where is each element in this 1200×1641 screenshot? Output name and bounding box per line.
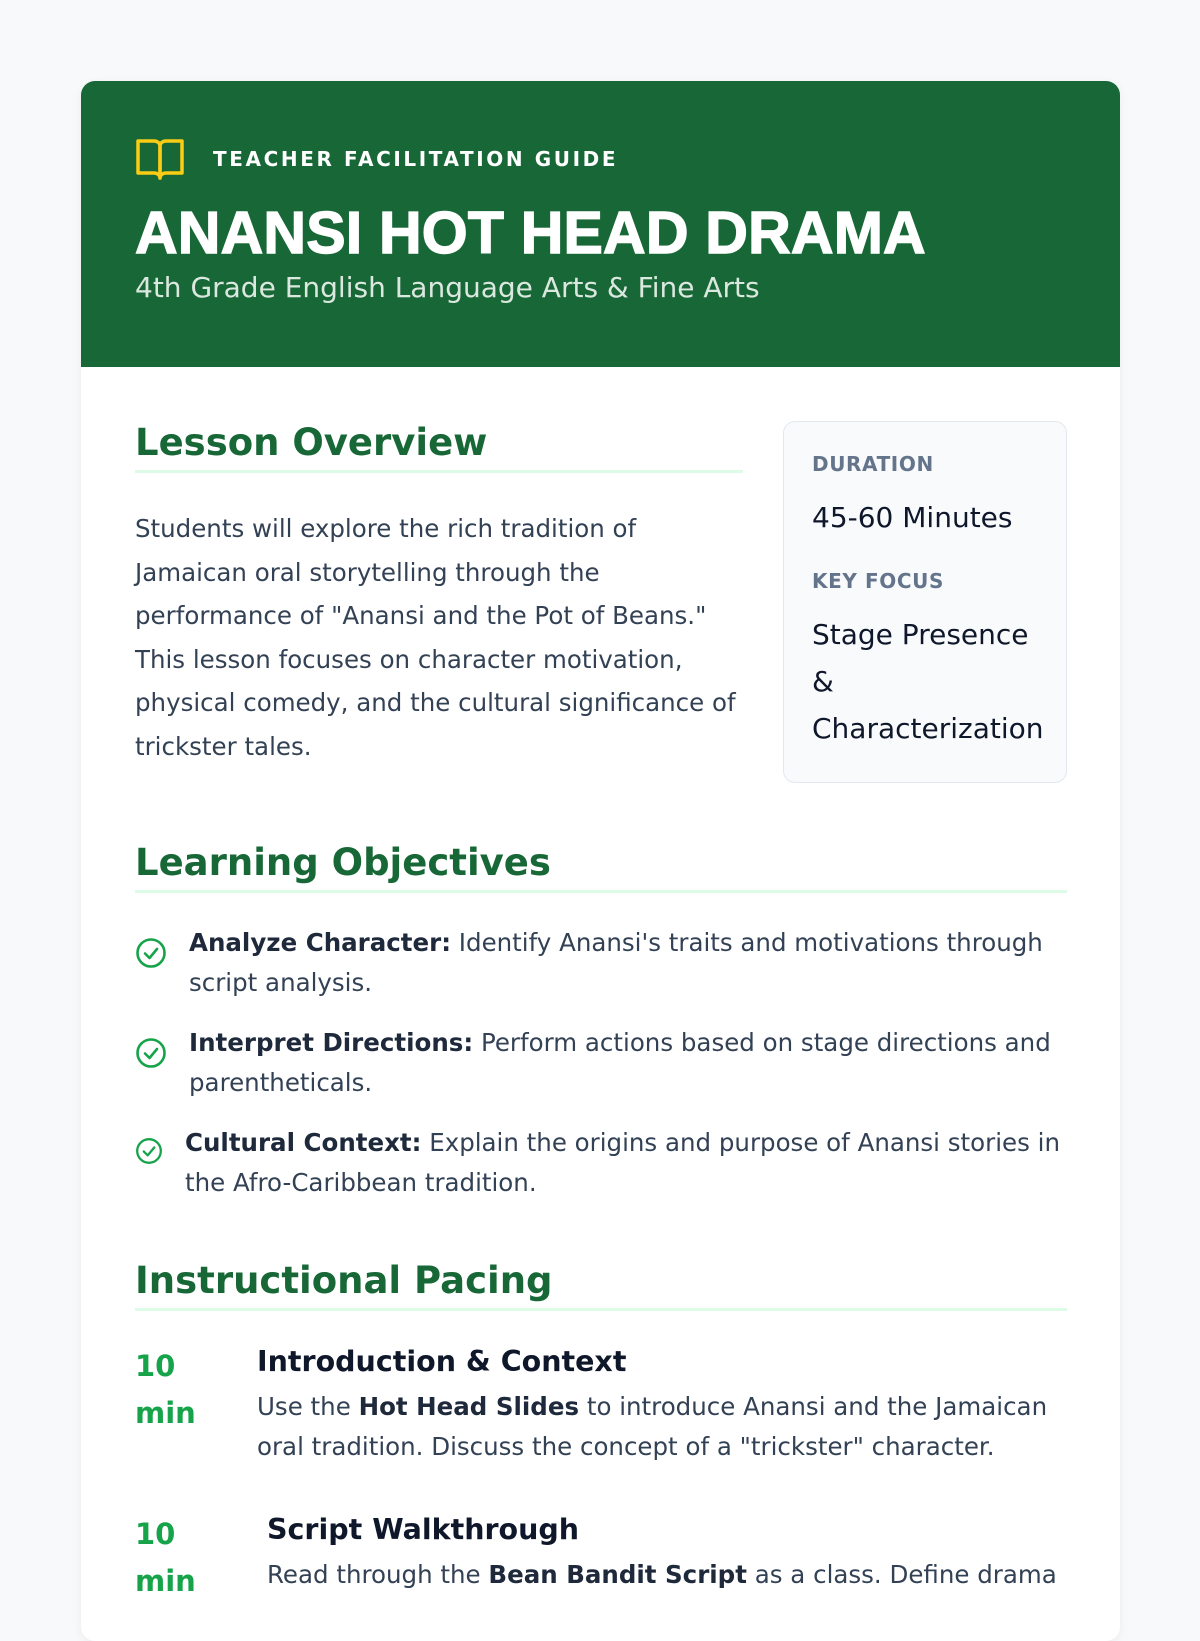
objectives-list [135,923,1067,1203]
pacing-description-text: as a class. Define drama [746,1560,1057,1589]
guide-card [81,81,1120,1641]
pacing-description-text: Read through the [267,1560,489,1589]
pacing-duration [135,1511,257,1605]
objective-item [135,923,1067,1003]
resource-name: Hot Head Slides [358,1392,580,1421]
pacing-body [257,1343,1067,1467]
check-circle-icon [135,1137,163,1165]
pacing-duration-unit: min [135,1396,196,1430]
lesson-overview-heading: Lesson Overview [135,421,743,473]
learning-objectives-section [135,841,1067,1223]
pacing-description [257,1387,1067,1467]
duration-value: 45-60 Minutes [812,501,1013,534]
eyebrow [135,137,618,181]
objective-item [135,1123,1067,1203]
duration-label: DURATION [812,452,934,476]
pacing-duration-unit: min [135,1564,196,1598]
objective-item [135,1023,1067,1103]
pacing-body [257,1511,1067,1595]
pacing-title: Introduction & Context [257,1345,627,1378]
pacing-row [135,1343,1067,1467]
pacing-duration [135,1343,257,1437]
key-focus-line: Characterization [812,712,1044,745]
resource-name: Bean Bandit Script [488,1560,747,1589]
pacing-description [267,1555,1067,1595]
key-focus-value [812,611,1066,752]
page-title: ANANSI HOT HEAD DRAMA [135,200,926,266]
pacing-duration-number: 10 [135,1517,176,1551]
pacing-duration-number: 10 [135,1349,176,1383]
lesson-overview-text: Students will explore the rich tradition of Jamaican oral storytelling through the performance of "Anansi and the Pot of Beans." This lesson focuses on character motivation, physical comedy, and the cultural significance of trickster tales. [135,514,736,761]
objective-description: Explain the origins and purpose of Anansi stories in the Afro-Caribbean tradition. [185,1128,1060,1197]
pacing-description-text: Use the [257,1392,359,1421]
objective-description: Perform actions based on stage directions and parentheticals. [189,1028,1051,1097]
objective-text [189,923,1067,1003]
lesson-overview-section [135,421,743,768]
pacing-row [135,1511,1067,1605]
objective-text [185,1123,1067,1203]
pacing-description-text: to introduce Anansi and the Jamaican oral tradition. Discuss the concept of a "trickster" character. [257,1392,1048,1461]
key-focus-label: KEY FOCUS [812,569,944,593]
instructional-pacing-heading: Instructional Pacing [135,1259,1067,1311]
check-circle-icon [135,937,167,969]
objective-description: Identify Anansi's traits and motivations through script analysis. [189,928,1043,997]
instructional-pacing-section [135,1259,1067,1605]
book-open-icon [135,137,185,181]
lesson-info-box [783,421,1067,783]
objective-label: Interpret Directions: [189,1028,474,1057]
objective-label: Cultural Context: [185,1128,422,1157]
key-focus-line: Stage Presence [812,618,1029,651]
eyebrow-label: TEACHER FACILITATION GUIDE [213,147,619,171]
objective-text [189,1023,1067,1103]
check-circle-icon [135,1037,167,1069]
learning-objectives-heading: Learning Objectives [135,841,1067,893]
objective-label: Analyze Character: [189,928,452,957]
key-focus-line: & [812,665,834,698]
page-subtitle: 4th Grade English Language Arts & Fine Arts [135,271,760,304]
pacing-title: Script Walkthrough [267,1513,580,1546]
guide-header [81,81,1120,367]
